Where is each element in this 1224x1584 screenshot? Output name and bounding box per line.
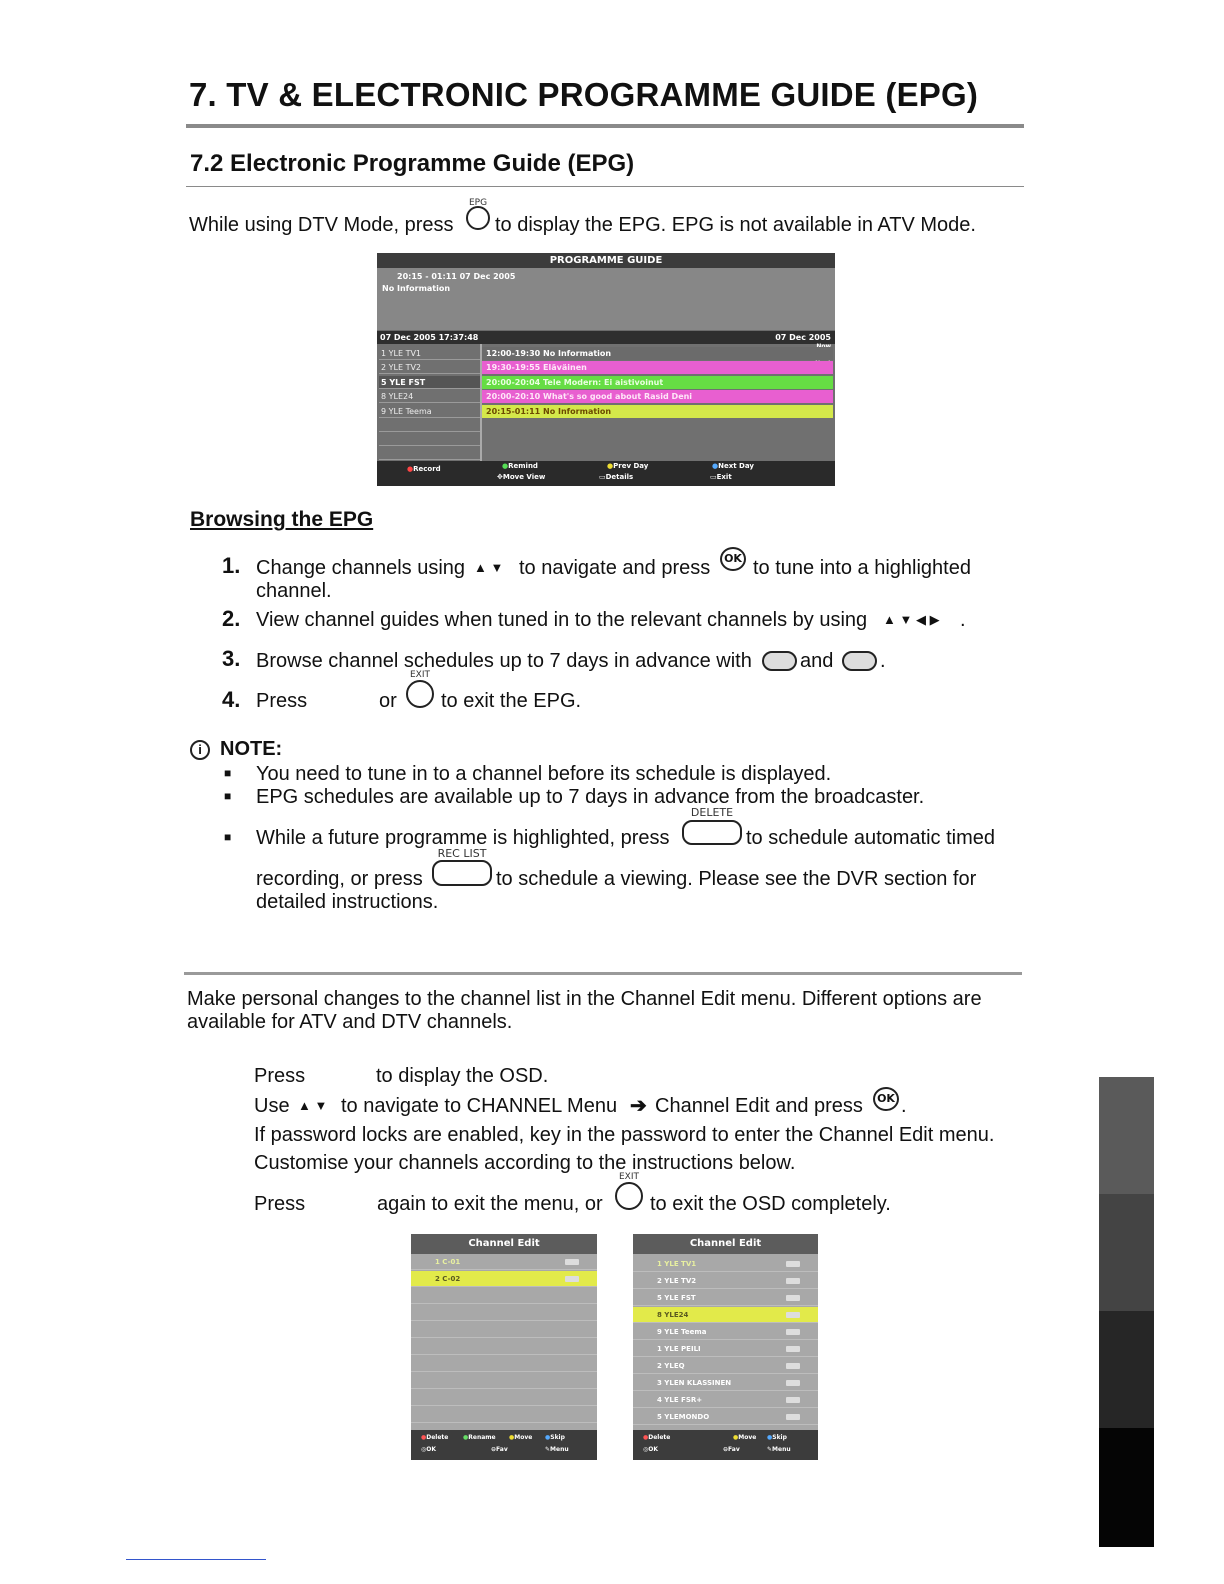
channel-edit-step: to navigate to CHANNEL Menu <box>341 1095 618 1117</box>
dtv-channel-row: 2 YLEQ <box>633 1358 818 1374</box>
atv-channel-edit-title: Channel Edit <box>411 1234 597 1254</box>
epg-programme: 12:00-19:30 No Information <box>482 347 833 360</box>
channel-edit-step: Press <box>254 1193 306 1215</box>
section-divider <box>186 186 1024 187</box>
epg-footer-prev-day: Prev Day <box>613 462 649 470</box>
step-text: channel. <box>256 580 332 602</box>
step-text: Press <box>256 690 308 712</box>
dtv-channel-row: 9 YLE Teema <box>633 1324 818 1340</box>
exit-button-icon <box>406 680 434 708</box>
intro-text-before: While using DTV Mode, press <box>189 214 454 236</box>
epg-footer-record: Record <box>413 465 441 473</box>
epg-footer: ●Record ●Remind ●Prev Day ●Next Day ✥Move View ▭Details ▭Exit <box>377 461 835 486</box>
epg-button-icon <box>466 206 490 230</box>
note-item: recording, or press <box>256 868 423 890</box>
rec-list-button-icon <box>432 860 492 886</box>
epg-channel: 9 YLE Teema <box>379 405 480 418</box>
epg-channel-selected: 5 YLE FST <box>379 376 480 389</box>
prev-day-button-icon <box>762 651 797 671</box>
note-item: EPG schedules are available up to 7 days in advance from the broadcaster. <box>256 786 925 808</box>
channel-edit-step: again to exit the menu, or <box>377 1193 603 1215</box>
channel-edit-step: to exit the OSD completely. <box>650 1193 891 1215</box>
epg-footer-exit: Exit <box>716 473 732 481</box>
step-text: or <box>379 690 397 712</box>
next-day-button-icon <box>842 651 877 671</box>
epg-guide-date: 07 Dec 2005 <box>775 333 831 342</box>
epg-channel: 8 YLE24 <box>379 390 480 403</box>
up-down-arrows-icon: ▲ ▼ <box>298 1098 328 1113</box>
epg-info-panel <box>377 268 835 330</box>
step-text: . <box>880 650 886 672</box>
epg-channel: 2 YLE TV2 <box>379 361 480 374</box>
rec-list-button-label: REC LIST <box>437 847 487 860</box>
info-icon: i <box>190 740 210 760</box>
note-item: to schedule automatic timed <box>746 827 996 849</box>
epg-current-datetime: 07 Dec 2005 17:37:48 <box>380 333 479 342</box>
exit-button-label: EXIT <box>618 1172 639 1182</box>
epg-footer-details: Details <box>605 473 634 481</box>
channel-edit-step: Customise your channels according to the instructions below. <box>254 1152 796 1174</box>
intro-text-after: to display the EPG. EPG is not available in ATV Mode. <box>495 214 976 236</box>
dtv-channel-edit-title: Channel Edit <box>633 1234 818 1254</box>
dtv-channel-edit-footer: ●Delete ●Move ●Skip ◎OK ⊖Fav ✎Menu <box>633 1430 818 1460</box>
channel-edit-step: Channel Edit and press <box>655 1095 863 1117</box>
page-title: 7. TV & ELECTRONIC PROGRAMME GUIDE (EPG) <box>189 76 979 113</box>
bullet-icon: ■ <box>224 789 232 803</box>
channel-edit-step: If password locks are enabled, key in the password to enter the Channel Edit menu. <box>254 1124 995 1146</box>
channel-edit-step: to display the OSD. <box>376 1065 549 1087</box>
note-heading: NOTE: <box>220 738 283 760</box>
dtv-channel-row: 1 YLE TV1 <box>633 1256 818 1272</box>
epg-channel: 1 YLE TV1 <box>379 347 480 360</box>
step-text: View channel guides when tuned in to the relevant channels by using <box>256 609 868 631</box>
exit-button-label: EXIT <box>409 670 430 680</box>
step-text: to navigate and press <box>519 557 711 579</box>
channel-edit-intro: Make personal changes to the channel list in the Channel Edit menu. Different options are <box>187 988 982 1010</box>
step-number: 4. <box>222 687 241 712</box>
step-number: 2. <box>222 606 241 631</box>
arrow-right-icon: ➔ <box>630 1095 647 1117</box>
epg-info-text: No Information <box>382 284 451 293</box>
title-divider <box>186 124 1024 128</box>
browsing-heading: Browsing the EPG <box>190 508 374 531</box>
epg-programme: 20:00-20:10 What's so good about Rasid Deni <box>482 390 833 403</box>
channel-edit-step: Use <box>254 1095 290 1117</box>
dtv-channel-edit-screenshot <box>633 1234 818 1460</box>
step-text: . <box>960 609 966 631</box>
atv-channel-edit-screenshot <box>411 1234 597 1460</box>
atv-channel-row: 1 C-01 <box>411 1254 597 1270</box>
note-item: While a future programme is highlighted, press <box>256 827 670 849</box>
note-item: to schedule a viewing. Please see the DVR section for <box>496 868 977 890</box>
direction-arrows-icon: ▲ ▼ ◀ ▶ <box>883 612 940 627</box>
dtv-channel-row-selected: 8 YLE24 <box>633 1307 818 1323</box>
epg-screenshot <box>377 253 835 486</box>
channel-edit-intro: available for ATV and DTV channels. <box>187 1011 513 1033</box>
delete-button-label: DELETE <box>690 806 734 819</box>
epg-footer-next-day: Next Day <box>718 462 754 470</box>
step-number: 1. <box>222 553 241 578</box>
dtv-channel-row: 5 YLE FST <box>633 1290 818 1306</box>
step-text: to tune into a highlighted <box>753 557 971 579</box>
note-item: You need to tune in to a channel before its schedule is displayed. <box>256 763 832 785</box>
step-text: and <box>800 650 834 672</box>
chapter-tab <box>1099 1194 1154 1311</box>
epg-info-time: 20:15 - 01:11 07 Dec 2005 <box>397 272 516 281</box>
ok-button-icon: OK <box>873 1087 899 1111</box>
dtv-channel-row: 5 YLEMONDO <box>633 1409 818 1425</box>
chapter-tab <box>1099 1311 1154 1428</box>
epg-programme: 20:15-01:11 No Information <box>482 405 833 418</box>
epg-title: PROGRAMME GUIDE <box>377 253 835 268</box>
note-item: detailed instructions. <box>256 891 439 913</box>
step-text: Browse channel schedules up to 7 days in advance with <box>256 650 752 672</box>
chapter-tab <box>1099 1428 1154 1547</box>
step-text: Change channels using <box>256 557 466 579</box>
dtv-channel-row: 2 YLE TV2 <box>633 1273 818 1289</box>
bullet-icon: ■ <box>224 830 232 844</box>
epg-footer-remind: Remind <box>508 462 538 470</box>
section-divider <box>184 972 1022 975</box>
dtv-channel-row: 3 YLEN KLASSINEN <box>633 1375 818 1391</box>
epg-programme: 20:00-20:04 Tele Modern: Ei aistivoinut <box>482 376 833 389</box>
chapter-tab <box>1099 1077 1154 1194</box>
epg-button-label: EPG <box>468 198 488 208</box>
exit-button-icon <box>615 1182 643 1210</box>
atv-channel-edit-footer: ●Delete ●Rename ●Move ●Skip ◎OK ⊖Fav ✎Menu <box>411 1430 597 1460</box>
footer-line <box>126 1559 266 1560</box>
ok-button-icon: OK <box>720 547 746 571</box>
dtv-channel-row: 4 YLE FSR+ <box>633 1392 818 1408</box>
delete-button-icon <box>682 820 742 845</box>
epg-footer-move-view: Move View <box>502 473 546 481</box>
dtv-channel-row: 1 YLE PEILI <box>633 1341 818 1357</box>
step-number: 3. <box>222 646 241 671</box>
epg-date-bar <box>377 331 835 344</box>
section-title: 7.2 Electronic Programme Guide (EPG) <box>190 150 635 177</box>
atv-channel-row-selected: 2 C-02 <box>411 1271 597 1287</box>
up-down-arrows-icon: ▲ ▼ <box>474 560 504 575</box>
epg-programme: 19:30-19:55 Eläväinen <box>482 361 833 374</box>
channel-edit-step: Press <box>254 1065 306 1087</box>
bullet-icon: ■ <box>224 766 232 780</box>
step-text: to exit the EPG. <box>441 690 582 712</box>
